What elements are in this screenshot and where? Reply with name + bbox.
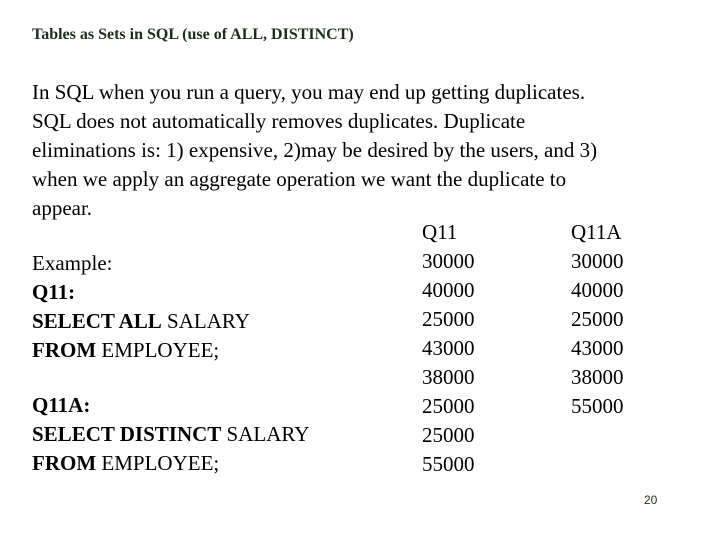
result-column-q11 bbox=[422, 218, 475, 479]
result-value: 40000 bbox=[571, 278, 624, 302]
result-value: 25000 bbox=[422, 307, 475, 331]
example-q11-block bbox=[32, 249, 250, 365]
result-value: 55000 bbox=[422, 452, 475, 476]
result-value: 38000 bbox=[422, 365, 475, 389]
result-column-q11a bbox=[571, 218, 624, 421]
intro-line: In SQL when you run a query, you may end up getting duplicates. bbox=[32, 80, 586, 104]
query-name-q11: Q11: bbox=[32, 280, 76, 304]
sql-keyword: SELECT ALL bbox=[32, 309, 162, 333]
page-number: 20 bbox=[644, 493, 658, 507]
slide-title: Tables as Sets in SQL (use of ALL, DISTINCT) bbox=[32, 26, 354, 43]
intro-paragraph bbox=[32, 78, 692, 223]
example-label: Example: bbox=[32, 251, 113, 275]
result-value: 40000 bbox=[422, 278, 475, 302]
result-value: 25000 bbox=[571, 307, 624, 331]
query-line-from bbox=[32, 336, 250, 365]
intro-line: when we apply an aggregate operation we want the duplicate to bbox=[32, 167, 567, 191]
sql-keyword: SELECT DISTINCT bbox=[32, 422, 222, 446]
intro-line: appear. bbox=[32, 196, 93, 220]
sql-keyword: FROM bbox=[32, 451, 97, 475]
result-value: 43000 bbox=[422, 336, 475, 360]
query-line-select bbox=[32, 420, 309, 449]
query-name-q11a: Q11A: bbox=[32, 393, 91, 417]
sql-text: SALARY bbox=[161, 309, 250, 333]
result-value: 38000 bbox=[571, 365, 624, 389]
column-header: Q11A bbox=[571, 220, 622, 244]
example-q11a-block bbox=[32, 391, 309, 478]
query-line-select bbox=[32, 307, 250, 336]
query-line-from bbox=[32, 449, 309, 478]
result-value: 55000 bbox=[571, 394, 624, 418]
intro-line: eliminations is: 1) expensive, 2)may be desired by the users, and 3) bbox=[32, 138, 598, 162]
sql-text: EMPLOYEE; bbox=[96, 338, 220, 362]
intro-line: SQL does not automatically removes duplicates. Duplicate bbox=[32, 109, 526, 133]
sql-text: SALARY bbox=[221, 422, 310, 446]
result-value: 25000 bbox=[422, 394, 475, 418]
result-value: 30000 bbox=[571, 249, 624, 273]
result-value: 25000 bbox=[422, 423, 475, 447]
result-value: 43000 bbox=[571, 336, 624, 360]
column-header: Q11 bbox=[422, 220, 458, 244]
sql-keyword: FROM bbox=[32, 338, 97, 362]
sql-text: EMPLOYEE; bbox=[96, 451, 220, 475]
result-value: 30000 bbox=[422, 249, 475, 273]
